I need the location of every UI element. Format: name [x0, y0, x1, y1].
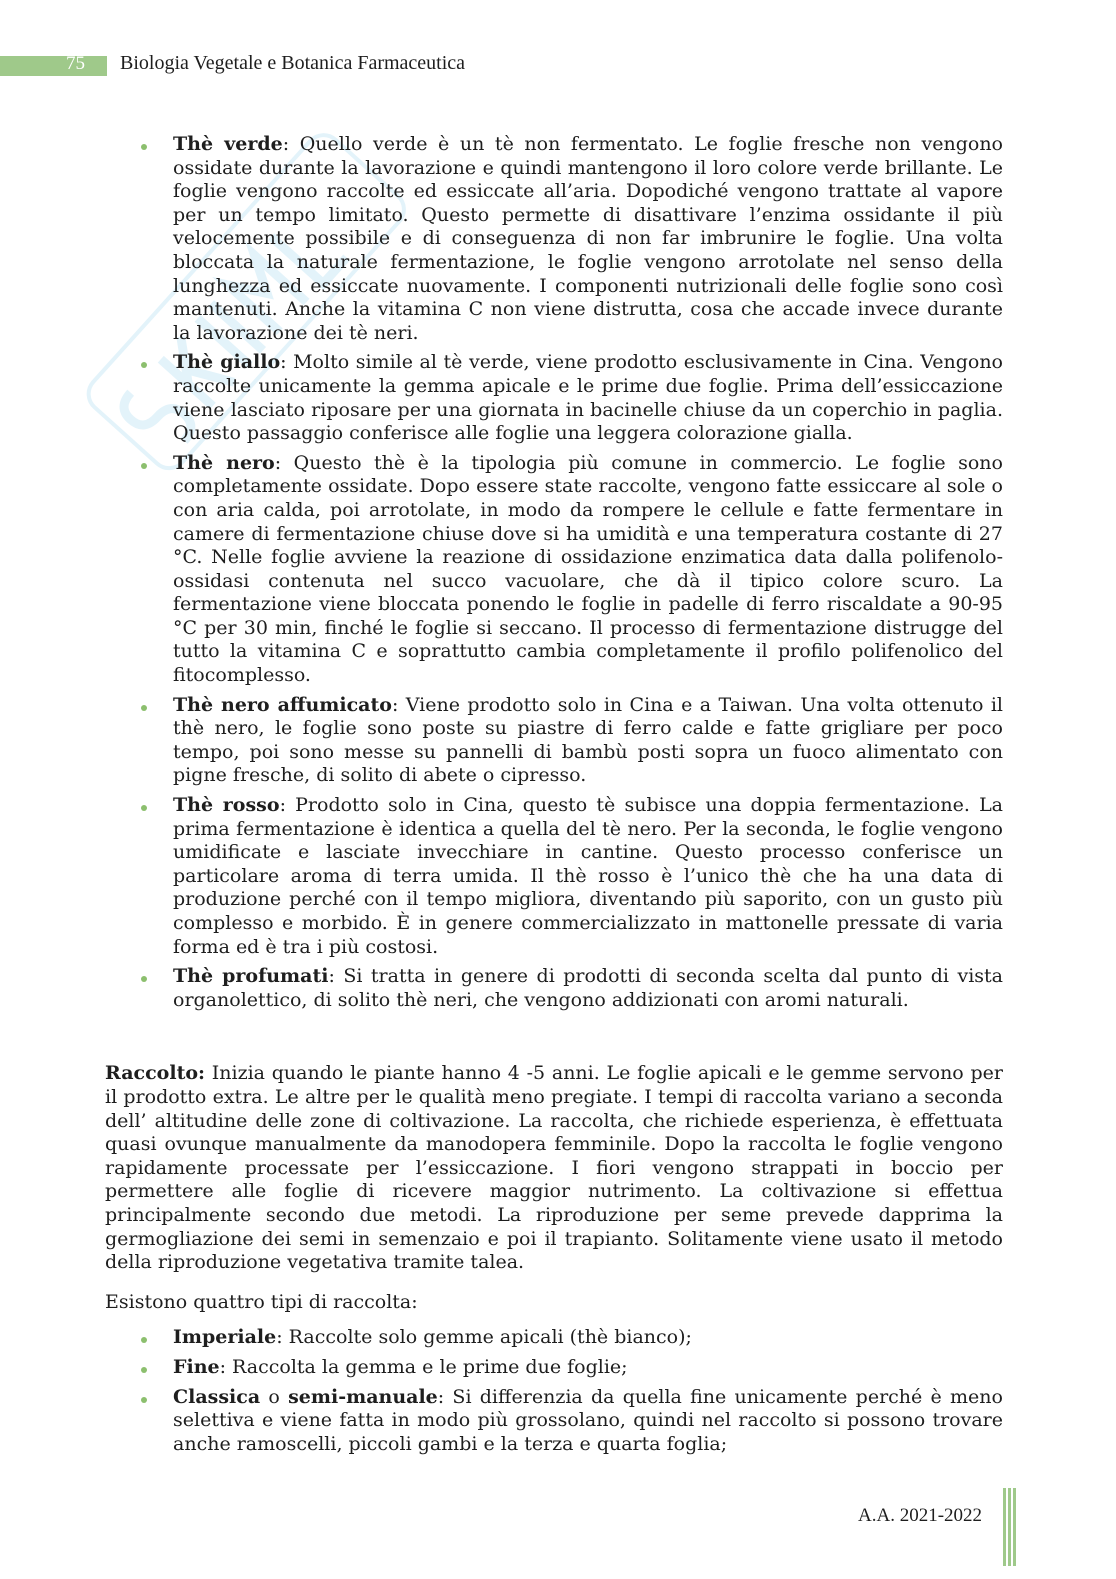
page-content: [105, 133, 1003, 1462]
term-description: : Quello verde è un tè non fermentato. Le foglie fresche non vengono ossidate durante la lavorazione e quindi mantengono il loro colore verde brillante. Le foglie vengono raccolte ed essiccate all’aria. Dopodiché vengono trattate al vapore per un tempo limitato. Questo permette di disattivare l’enzima ossidante il più velocemente possibile e di conseguenza di non far imbrunire le foglie. Una volta bloccata la naturale fermentazione, le foglie vengono arrotolate nel senso della lunghezza ed essiccate nuovamente. I componenti nutrizionali delle foglie sono così mantenuti. Anche la vitamina C non viene distrutta, cosa che accade invece durante la lavorazione dei tè neri.: [173, 133, 1003, 344]
harvest-term: Raccolto:: [105, 1062, 206, 1085]
list-item-yellow-tea: [105, 351, 1003, 445]
term-description: : Viene prodotto solo in Cina e a Taiwan. Una volta ottenuto il thè nero, le foglie sono poste su piastre di ferro calde e fatte grigliare per poco tempo, poi sono messe su pannelli di bambù posti sopra un fuoco alimentato con pigne fresche, di solito di abete o cipresso.: [173, 693, 1003, 787]
footer-divider-line: [1003, 1488, 1006, 1566]
term-label: Thè nero affumicato: [173, 693, 392, 716]
footer-divider-line: [1013, 1488, 1016, 1566]
term-label: Classica: [173, 1385, 261, 1408]
footer-divider-line: [1008, 1488, 1011, 1566]
term-description: : Questo thè è la tipologia più comune in commercio. Le foglie sono completamente ossidate. Dopo essere state raccolte, vengono fatte essiccare al sole o con aria calda, poi arrotolate, in modo da rompere le cellule e fatte fermentare in camere di fermentazione chiuse dove si ha umidità e una temperatura costante di 27 °C. Nelle foglie avviene la reazione di ossidazione enzimatica data dalla polifenolo-ossidasi contenuta nel succo vacuolare, che dà il tipico colore scuro. La fermentazione viene bloccata ponendo le foglie in padelle di ferro riscaldate a 90-95 °C per 30 min, finché le foglie si seccano. Il processo di fermentazione distrugge del tutto la vitamina C e soprattutto cambia completamente il profilo polifenolico del fitocomplesso.: [173, 451, 1003, 687]
harvest-paragraph: [105, 1062, 1003, 1274]
list-item-smoked-black-tea: [105, 694, 1003, 788]
term-label: Imperiale: [173, 1326, 277, 1349]
term-description: : Si differenzia da quella fine unicamente perché è meno selettiva e viene fatta in modo più grossolano, quindi nel raccolto si possono trovare anche ramoscelli, piccoli gambi e la terza e quarta foglia;: [173, 1385, 1003, 1455]
academic-year: A.A. 2021-2022: [858, 1505, 983, 1526]
harvest-types-list: [105, 1326, 1003, 1456]
running-title: Biologia Vegetale e Botanica Farmaceutica: [120, 52, 466, 74]
term-description: : Si tratta in genere di prodotti di seconda scelta dal punto di vista organolettico, di solito thè neri, che vengono addizionati con aromi naturali.: [173, 965, 1003, 1011]
term-label: Thè nero: [173, 451, 275, 474]
term-label: Fine: [173, 1355, 220, 1378]
harvest-text: Inizia quando le piante hanno 4 -5 anni. Le foglie apicali e le gemme servono per il prodotto extra. Le altre per le qualità meno pregiate. I tempi di raccolta variano a seconda dell’ altitudine delle zone di coltivazione. La raccolta, che richiede esperienza, è effettuata quasi ovunque manualmente da manodopera femminile. Dopo la raccolta le foglie vengono rapidamente processate per l’essiccazione. I fiori vengono strappati in boccio per permettere alle foglie di ricevere maggior nutrimento. La coltivazione si effettua principalmente secondo due metodi. La riproduzione per seme prevede dapprima la germogliazione dei semi in semenzaio e poi il trapianto. Solitamente viene usato il metodo della riproduzione vegetativa tramite talea.: [105, 1062, 1003, 1274]
list-item-scented-tea: [105, 965, 1003, 1012]
term-description: : Prodotto solo in Cina, questo tè subisce una doppia fermentazione. La prima fermentazione è identica a quella del tè nero. Per la seconda, le foglie vengono umidificate e lasciate invecchiare in cantine. Questo processo conferisce un particolare aroma di terra umida. Il thè rosso è l’unico thè che ha una data di produzione perché con il tempo migliora, diventando più saporito, con un gusto più complesso e morbido. È in genere commercializzato in mattonelle pressate di varia forma ed è tra i più costosi.: [173, 794, 1004, 958]
page-number: 75: [66, 53, 85, 74]
term-label: Thè rosso: [173, 794, 280, 817]
term-description: : Raccolte solo gemme apicali (thè bianco);: [276, 1326, 692, 1349]
list-item-classic: [105, 1386, 1003, 1457]
term-connector: o: [260, 1385, 289, 1408]
term-label-secondary: semi-manuale: [288, 1385, 438, 1408]
list-item-green-tea: [105, 133, 1003, 345]
header-color-band: [0, 56, 107, 76]
term-label: Thè profumati: [173, 965, 329, 988]
list-item-imperial: [105, 1326, 1003, 1350]
term-description: : Raccolta la gemma e le prime due foglie;: [219, 1355, 628, 1378]
term-label: Thè giallo: [173, 351, 281, 374]
term-description: : Molto simile al tè verde, viene prodotto esclusivamente in Cina. Vengono raccolte unicamente la gemma apicale e le prime due foglie. Prima dell’essiccazione viene lasciato riposare per una giornata in bacinelle chiuse da un coperchio in paglia. Questo passaggio conferisce alle foglie una leggera colorazione gialla.: [173, 351, 1003, 445]
term-label: Thè verde: [173, 133, 283, 155]
list-item-red-tea: [105, 794, 1003, 959]
list-item-fine: [105, 1356, 1003, 1380]
harvest-types-intro: Esistono quattro tipi di raccolta:: [105, 1290, 418, 1313]
tea-types-list: [105, 133, 1003, 1012]
list-item-black-tea: [105, 452, 1003, 688]
